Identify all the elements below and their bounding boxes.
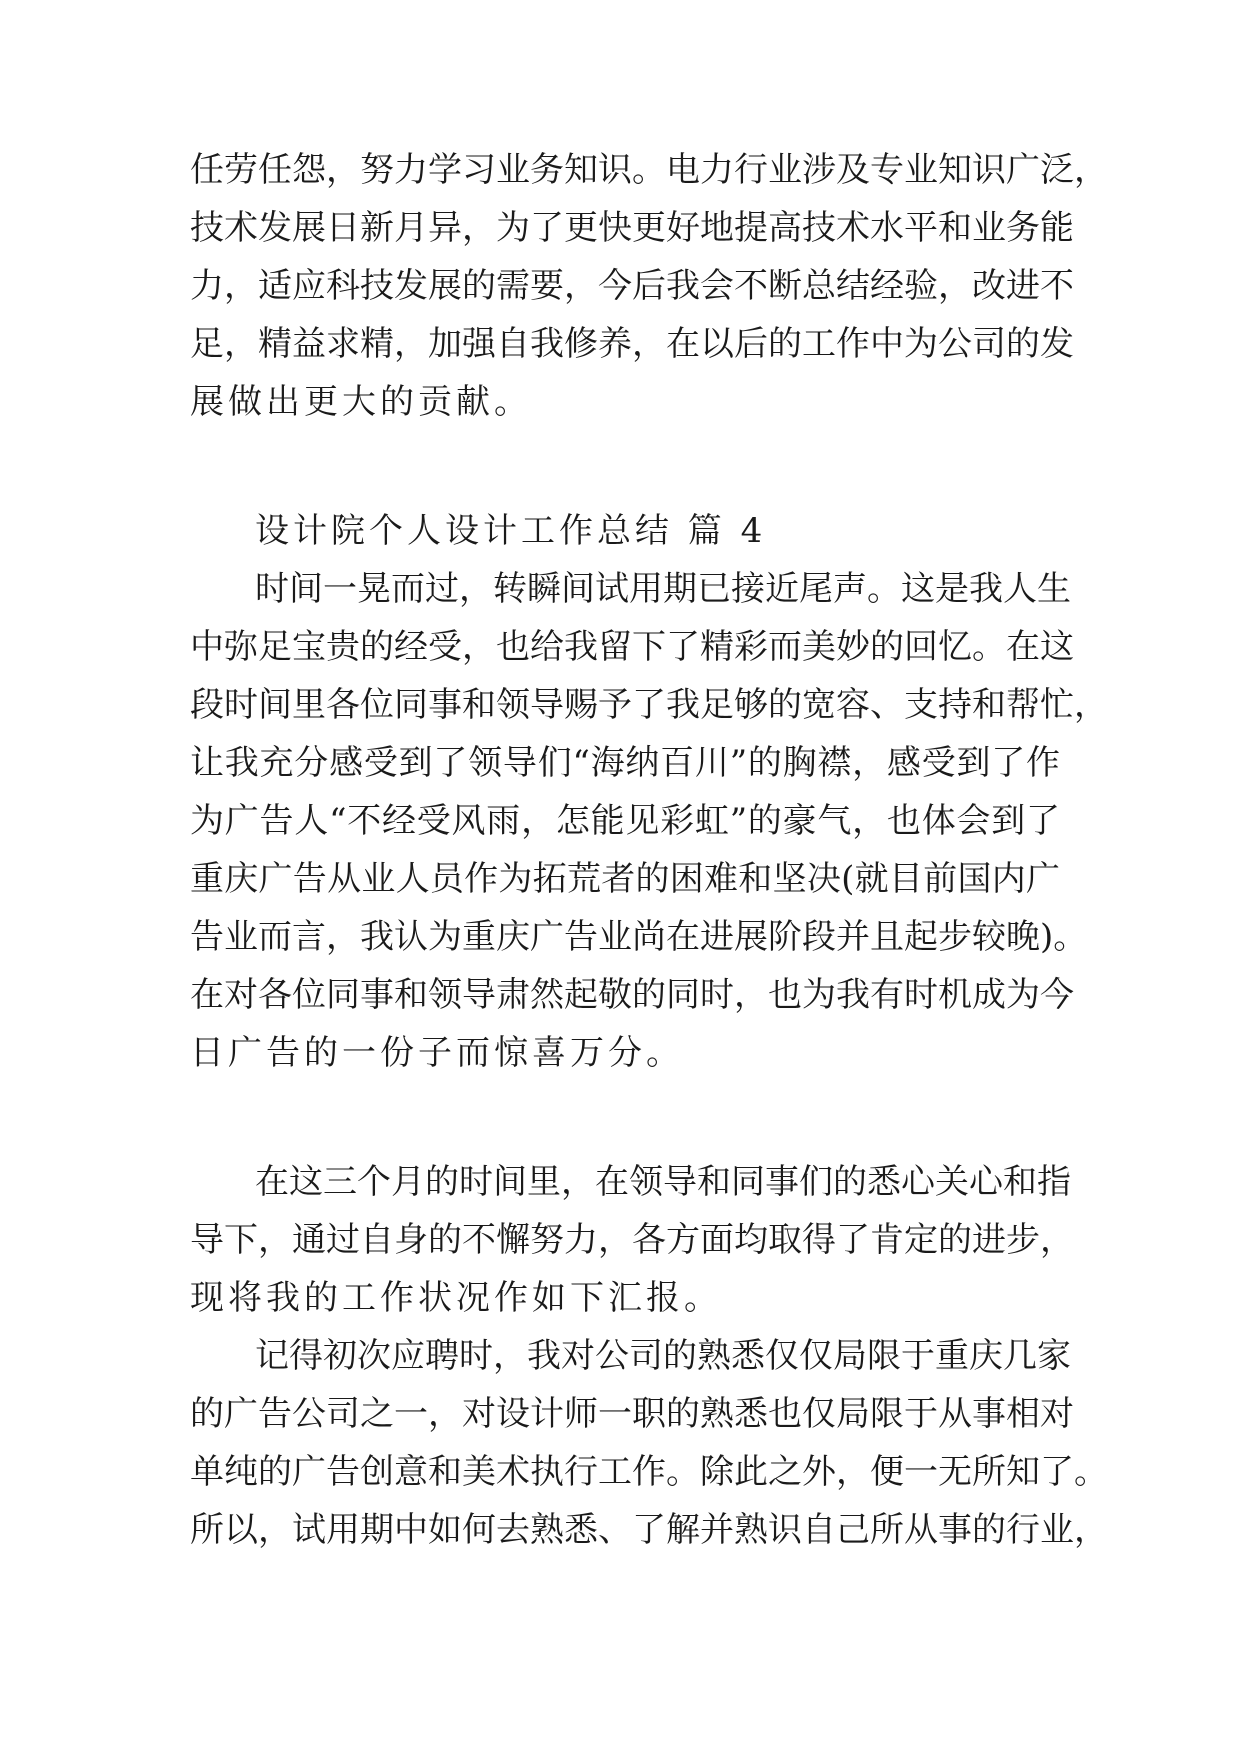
- text-line: 段时间里各位同事和领导赐予了我足够的宽容、支持和帮忙，: [190, 685, 1108, 725]
- text-line: 力，适应科技发展的需要，今后我会不断总结经验，改进不: [190, 266, 1074, 306]
- text-line: 现将我的工作状况作如下汇报。: [190, 1278, 722, 1318]
- text-line: 展做出更大的贡献。: [190, 382, 532, 422]
- text-line: 告业而言，我认为重庆广告业尚在进展阶段并且起步较晚)。: [190, 917, 1088, 957]
- text-line: 的广告公司之一，对设计师一职的熟悉也仅局限于从事相对: [190, 1394, 1074, 1434]
- text-line: 在对各位同事和领导肃然起敬的同时，也为我有时机成为今: [190, 975, 1074, 1015]
- text-line: 时间一晃而过，转瞬间试用期已接近尾声。这是我人生: [255, 569, 1071, 609]
- section-heading: 设计院个人设计工作总结 篇 4: [255, 511, 767, 551]
- text-line: 单纯的广告创意和美术执行工作。除此之外，便一无所知了。: [190, 1452, 1108, 1492]
- text-line: 足，精益求精，加强自我修养，在以后的工作中为公司的发: [190, 324, 1074, 364]
- text-line: 任劳任怨，努力学习业务知识。电力行业涉及专业知识广泛，: [190, 150, 1108, 190]
- text-line: 记得初次应聘时，我对公司的熟悉仅仅局限于重庆几家: [255, 1336, 1071, 1376]
- text-line: 技术发展日新月异，为了更快更好地提高技术水平和业务能: [190, 208, 1074, 248]
- text-line: 在这三个月的时间里，在领导和同事们的悉心关心和指: [255, 1162, 1071, 1202]
- text-line: 重庆广告从业人员作为拓荒者的困难和坚决(就目前国内广: [190, 859, 1060, 899]
- text-line: 为广告人“不经受风雨，怎能见彩虹”的豪气，也体会到了: [190, 801, 1060, 841]
- text-line: 让我充分感受到了领导们“海纳百川”的胸襟，感受到了作: [190, 743, 1060, 783]
- text-line: 日广告的一份子而惊喜万分。: [190, 1033, 684, 1073]
- text-line: 导下，通过自身的不懈努力，各方面均取得了肯定的进步，: [190, 1220, 1074, 1260]
- text-line: 中弥足宝贵的经受，也给我留下了精彩而美妙的回忆。在这: [190, 627, 1074, 667]
- text-line: 所以，试用期中如何去熟悉、了解并熟识自己所从事的行业，: [190, 1510, 1108, 1550]
